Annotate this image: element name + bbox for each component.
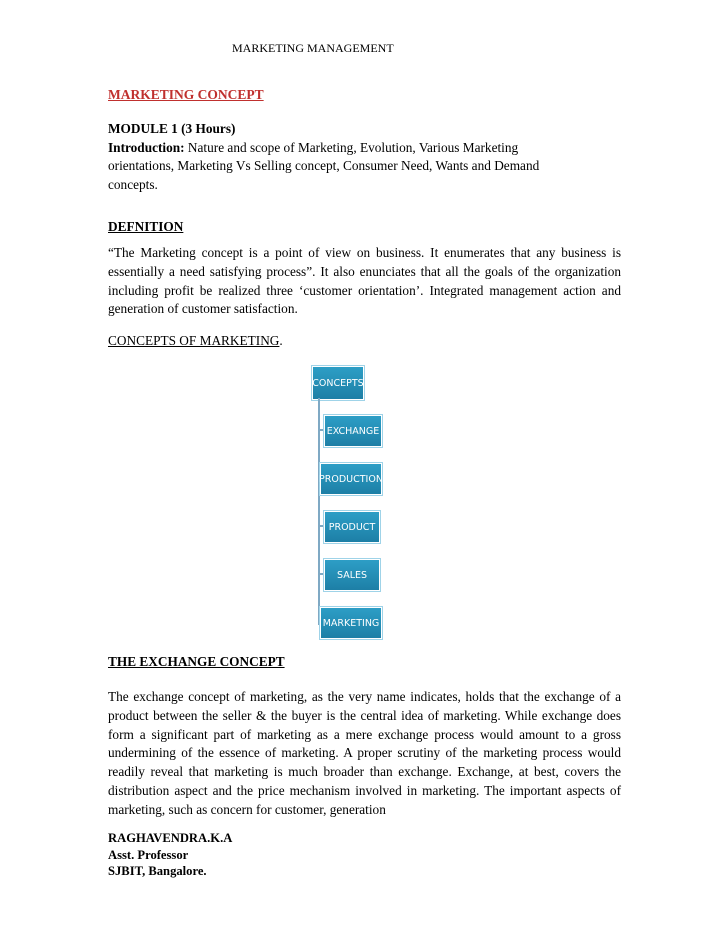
concepts-diagram bbox=[296, 364, 396, 644]
module-block bbox=[108, 120, 578, 194]
diagram-root-concepts: CONCEPTS bbox=[312, 366, 364, 400]
diagram-box-production: PRODUCTION bbox=[320, 463, 382, 495]
diagram-trunk-line bbox=[318, 398, 320, 625]
main-title: MARKETING CONCEPT bbox=[108, 87, 264, 102]
author-institution: SJBIT, Bangalore. bbox=[108, 864, 207, 878]
intro-text: Nature and scope of Marketing, Evolution, Various Marketing orientations, Marketing Vs Selling concept, Consumer Need, Wants and Demand concepts. bbox=[108, 139, 540, 192]
exchange-text: The exchange concept of marketing, as the very name indicates, holds that the exchange of a product between the seller & the buyer is the central idea of marketing. While exchange does form a significant part of marketing as a mere exchange process would amount to a gross undermining of the essence of marketing. A proper scrutiny of the marketing process would readily reveal that marketing is much broader than exchange. Exchange, at best, covers the distribution aspect and the price mechanism involved in marketing. The important aspects of marketing, such as concern for customer, generation bbox=[108, 689, 621, 817]
author-name: RAGHAVENDRA.K.A bbox=[108, 831, 233, 845]
diagram-box-product: PRODUCT bbox=[324, 511, 380, 543]
intro-label: Introduction: bbox=[108, 139, 185, 155]
concepts-heading bbox=[108, 333, 283, 349]
diagram-box-exchange: EXCHANGE bbox=[324, 415, 382, 447]
definition-heading: DEFNITION bbox=[108, 219, 184, 234]
definition-text: “The Marketing concept is a point of view on business. It enumerates that any business is essentially a need satisfying process”. It also enunciates that all the goals of the organization including profit be realized three ‘customer orientation’. Integrated management action and generation of customer satisfaction. bbox=[108, 245, 621, 317]
concepts-heading-text: CONCEPTS OF MARKETING bbox=[108, 333, 280, 348]
concepts-heading-suffix: . bbox=[279, 333, 283, 348]
author-role: Asst. Professor bbox=[108, 847, 189, 862]
module-title: MODULE 1 (3 Hours) bbox=[108, 121, 236, 136]
author-footer bbox=[108, 830, 232, 880]
page-header: MARKETING MANAGEMENT bbox=[232, 41, 394, 55]
diagram-box-marketing: MARKETING bbox=[320, 607, 382, 639]
exchange-heading: THE EXCHANGE CONCEPT bbox=[108, 654, 285, 669]
diagram-box-sales: SALES bbox=[324, 559, 380, 591]
